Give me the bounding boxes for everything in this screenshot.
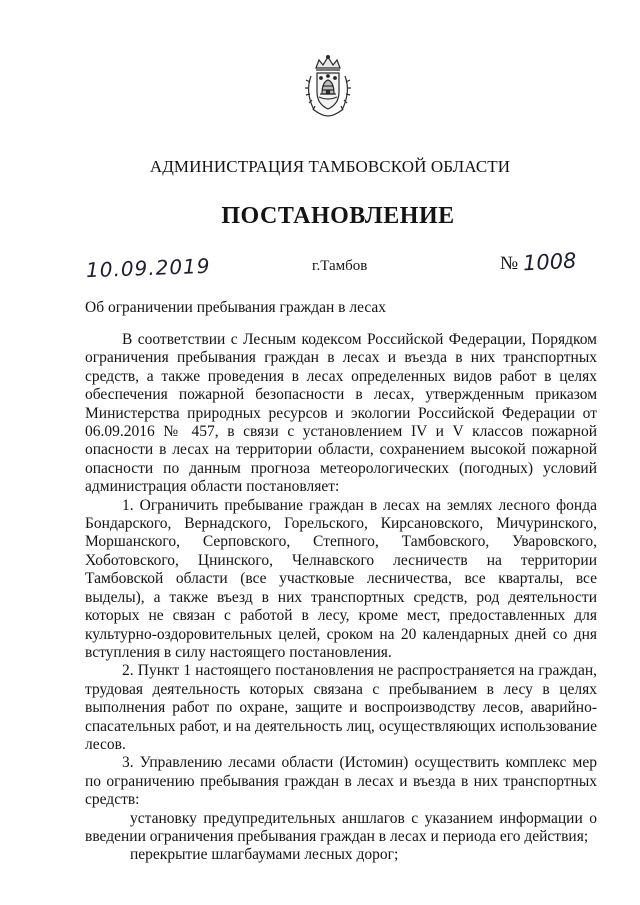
- preamble-paragraph: В соответствии с Лесным кодексом Российской Федерации, Порядком ограничения пребывания граждан в лесах и въезда в них транспортных средств, а также проведения в лесах определенных видов работ в целях обеспечения пожарной безопасности в лесах, утвержденным приказом Министерства природных ресурсов и экологии Российской Федерации от 06.09.2016 № 457, в связи с установлением IV и V классов пожарной опасности в лесах на территории области, сохранением высокой пожарной опасности по данным прогноза метеорологических (погодных) условий администрация области постановляет:: [85, 331, 597, 496]
- handwritten-number: 1008: [522, 248, 578, 276]
- paragraph-item-3: 3. Управлению лесами области (Истомин) осуществить комплекс мер по ограничению пребывания граждан в лесах и въезда в них транспортных средств:: [85, 754, 597, 809]
- paragraph-item-2: 2. Пункт 1 настоящего постановления не распространяется на граждан, трудовая деятельность которых связана с пребыванием в лесу в целях выполнения работ по охране, защите и воспроизводству лесов, аварийно-спасательных работ, и на деятельность лиц, осуществляющих использование лесов.: [85, 662, 597, 753]
- list-item: перекрытие шлагбаумами лесных дорог;: [130, 846, 399, 864]
- organization-name: АДМИНИСТРАЦИЯ ТАМБОВСКОЙ ОБЛАСТИ: [149, 157, 511, 176]
- document-body: [85, 331, 597, 865]
- paragraph-item-1: 1. Ограничить пребывание граждан в лесах на землях лесного фонда Бондарского, Вернадского, Горельского, Кирсановского, Мичуринского, Моршанского, Серповского, Степного, Тамбовского, Уваровского, Хоботовского, Цнинского, Челнавского лесничеств на территории Тамбовской области (все участковые лесничества, все кварталы, все выделы), а также въезд в них транспортных средств, род деятельности которых не связан с работой в лесу, кроме мест, предоставленных для культурно-оздоровительных целей, сроком на 20 календарных дней со дня вступления в силу настоящего постановления.: [85, 496, 597, 661]
- number-sign: №: [500, 253, 519, 274]
- document-subject: Об ограничении пребывания граждан в лесах: [85, 299, 387, 316]
- handwritten-date: 10.09.2019: [85, 253, 211, 283]
- tambov-coat-of-arms-icon: [302, 54, 354, 118]
- list-item: установку предупредительных аншлагов с указанием информации о введении ограничения пребывания граждан в лесах и периода его действия;: [85, 809, 597, 845]
- document-number: [500, 250, 577, 275]
- city-name: г.Тамбов: [312, 258, 368, 274]
- document-type-title: ПОСТАНОВЛЕНИЕ: [221, 203, 455, 229]
